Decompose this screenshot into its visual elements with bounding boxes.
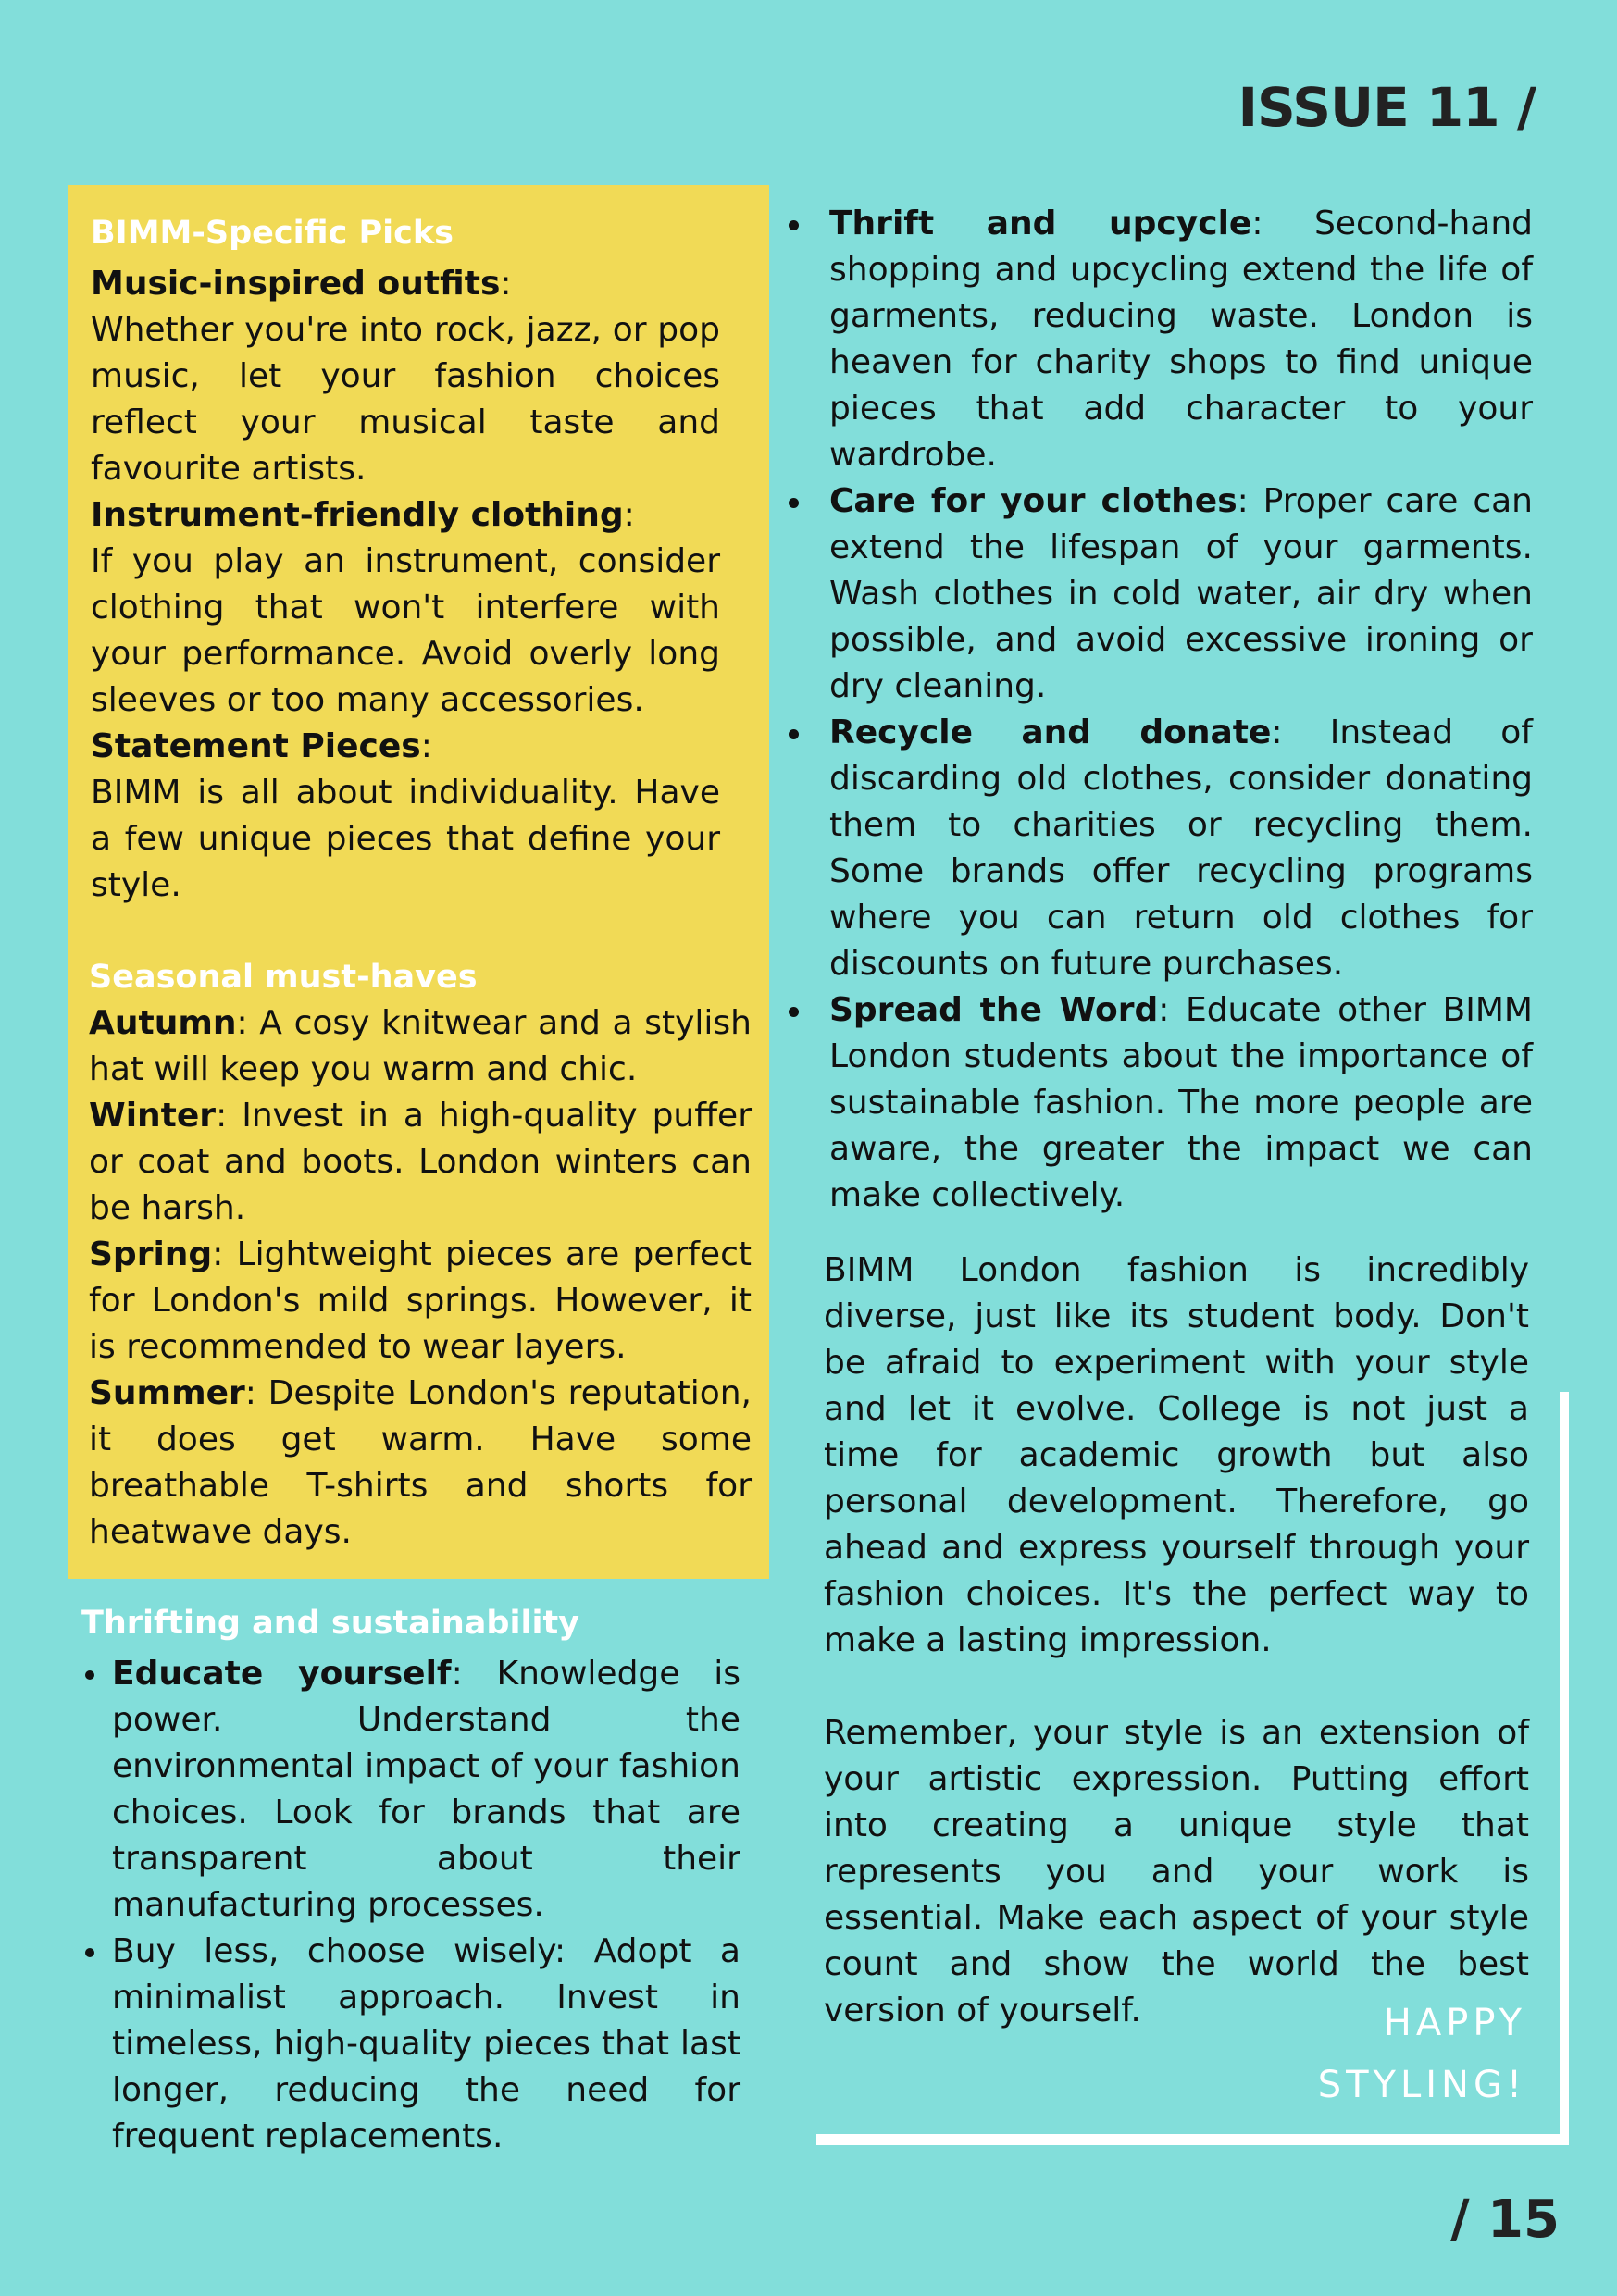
bimm-picks-section <box>91 205 720 909</box>
pick-item: Instrument-friendly clothing: If you play an instrument, consider clothing that won't interfere with your performance. Avoid overly long sleeves or too many accessories. <box>91 496 720 719</box>
bullet-text: : Second-hand shopping and upcycling extend the life of garments, reducing waste. London is heaven for charity shops to find unique pieces that add character to your wardrobe. <box>829 205 1533 474</box>
signoff-line: STYLING! <box>1317 2064 1526 2106</box>
list-item <box>81 1651 740 1929</box>
frame-horizontal-line <box>816 2134 1569 2145</box>
list-item <box>783 710 1533 987</box>
right-bullets-section <box>783 201 1533 1219</box>
pick-text: If you play an instrument, consider clothing that won't interfere with your performance. Avoid overly long sleeves or too many accessories. <box>91 542 720 719</box>
closing-paragraph: BIMM London fashion is incredibly diverse, just like its student body. Don't be afraid to experiment with your style and let it evolve. College is not just a time for academic growth but also personal development. Therefore, go ahead and express yourself through your fashion choices. It's the perfect way to make a lasting impression. <box>824 1251 1529 1659</box>
season-text: : Despite London's reputation, it does get warm. Have some breathable T-shirts and shorts for heatwave days. <box>89 1374 752 1551</box>
pick-text: Whether you're into rock, jazz, or pop music, let your fashion choices reflect your musical taste and favourite artists. <box>91 311 720 488</box>
happy-styling-signoff <box>1304 1992 1526 2116</box>
issue-label: ISSUE 11 / <box>1238 76 1536 139</box>
seasonal-section <box>89 954 752 1556</box>
bullet-title: Spread the Word <box>829 991 1159 1029</box>
seasonal-heading: Seasonal must-haves <box>89 959 478 996</box>
list-item <box>81 1929 740 2160</box>
season-text: : Lightweight pieces are perfect for London's mild springs. However, it is recommended to wear layers. <box>89 1235 752 1366</box>
sustainability-list <box>783 201 1533 1219</box>
season-title: Summer <box>89 1374 245 1412</box>
bullet-text: : Proper care can extend the lifespan of your garments. Wash clothes in cold water, air dry when possible, and avoid excessive ironing or dry cleaning. <box>829 482 1533 705</box>
bimm-picks-heading: BIMM-Specific Picks <box>91 215 454 252</box>
list-item <box>783 987 1533 1219</box>
bullet-text: : Knowledge is power. Understand the environmental impact of your fashion choices. Look for brands that are transparent about their manufacturing processes. <box>112 1655 741 1924</box>
bullet-text: : Instead of discarding old clothes, consider donating them to charities or recycling them. Some brands offer recycling programs where you can return old clothes for discounts on future purchases. <box>829 714 1533 983</box>
thrifting-list <box>81 1651 740 2160</box>
pick-item: Music-inspired outfits: Whether you're into rock, jazz, or pop music, let your fashion choices reflect your musical taste and favourite artists. <box>91 265 720 488</box>
pick-item: Statement Pieces: BIMM is all about individuality. Have a few unique pieces that define your style. <box>91 727 720 904</box>
bullet-text: Buy less, choose wisely: Adopt a minimalist approach. Invest in timeless, high-quality pieces that last longer, reducing the need for frequent replacements. <box>112 1932 740 2155</box>
pick-title: Music-inspired outfits <box>91 265 501 303</box>
list-item <box>783 478 1533 710</box>
season-title: Autumn <box>89 1004 237 1042</box>
thrifting-heading: Thrifting and sustainability <box>81 1605 579 1642</box>
bullet-title: Care for your clothes <box>829 482 1238 520</box>
season-item <box>89 1232 752 1371</box>
list-item <box>783 201 1533 478</box>
closing-section <box>824 1247 1529 2034</box>
closing-paragraph: Remember, your style is an extension of your artistic expression. Putting effort into creating a unique style that represents you and your work is essential. Make each aspect of your style count and show the world the best version of yourself. <box>824 1714 1529 2029</box>
pick-title: Instrument-friendly clothing <box>91 496 624 534</box>
season-item <box>89 1000 752 1093</box>
page-number: / 15 <box>1450 2190 1560 2250</box>
bullet-title: Recycle and donate <box>829 714 1272 751</box>
pick-text: BIMM is all about individuality. Have a few unique pieces that define your style. <box>91 774 720 904</box>
bullet-title: Educate yourself <box>112 1655 452 1693</box>
frame-vertical-line <box>1560 1392 1569 2145</box>
season-title: Winter <box>89 1097 217 1135</box>
season-text: : A cosy knitwear and a stylish hat will keep you warm and chic. <box>89 1004 752 1088</box>
paragraph-gap <box>824 1664 1529 1710</box>
season-item <box>89 1371 752 1556</box>
pick-title: Statement Pieces <box>91 727 421 765</box>
bullet-text: : Educate other BIMM London students about the importance of sustainable fashion. The more people are aware, the greater the impact we can make collectively. <box>829 991 1533 1214</box>
bullet-title: Thrift and upcycle <box>829 205 1252 242</box>
season-title: Spring <box>89 1235 213 1273</box>
season-text: : Invest in a high-quality puffer or coat and boots. London winters can be harsh. <box>89 1097 752 1227</box>
thrifting-section <box>81 1599 740 2160</box>
season-item <box>89 1093 752 1232</box>
signoff-line: HAPPY <box>1383 2002 1526 2044</box>
